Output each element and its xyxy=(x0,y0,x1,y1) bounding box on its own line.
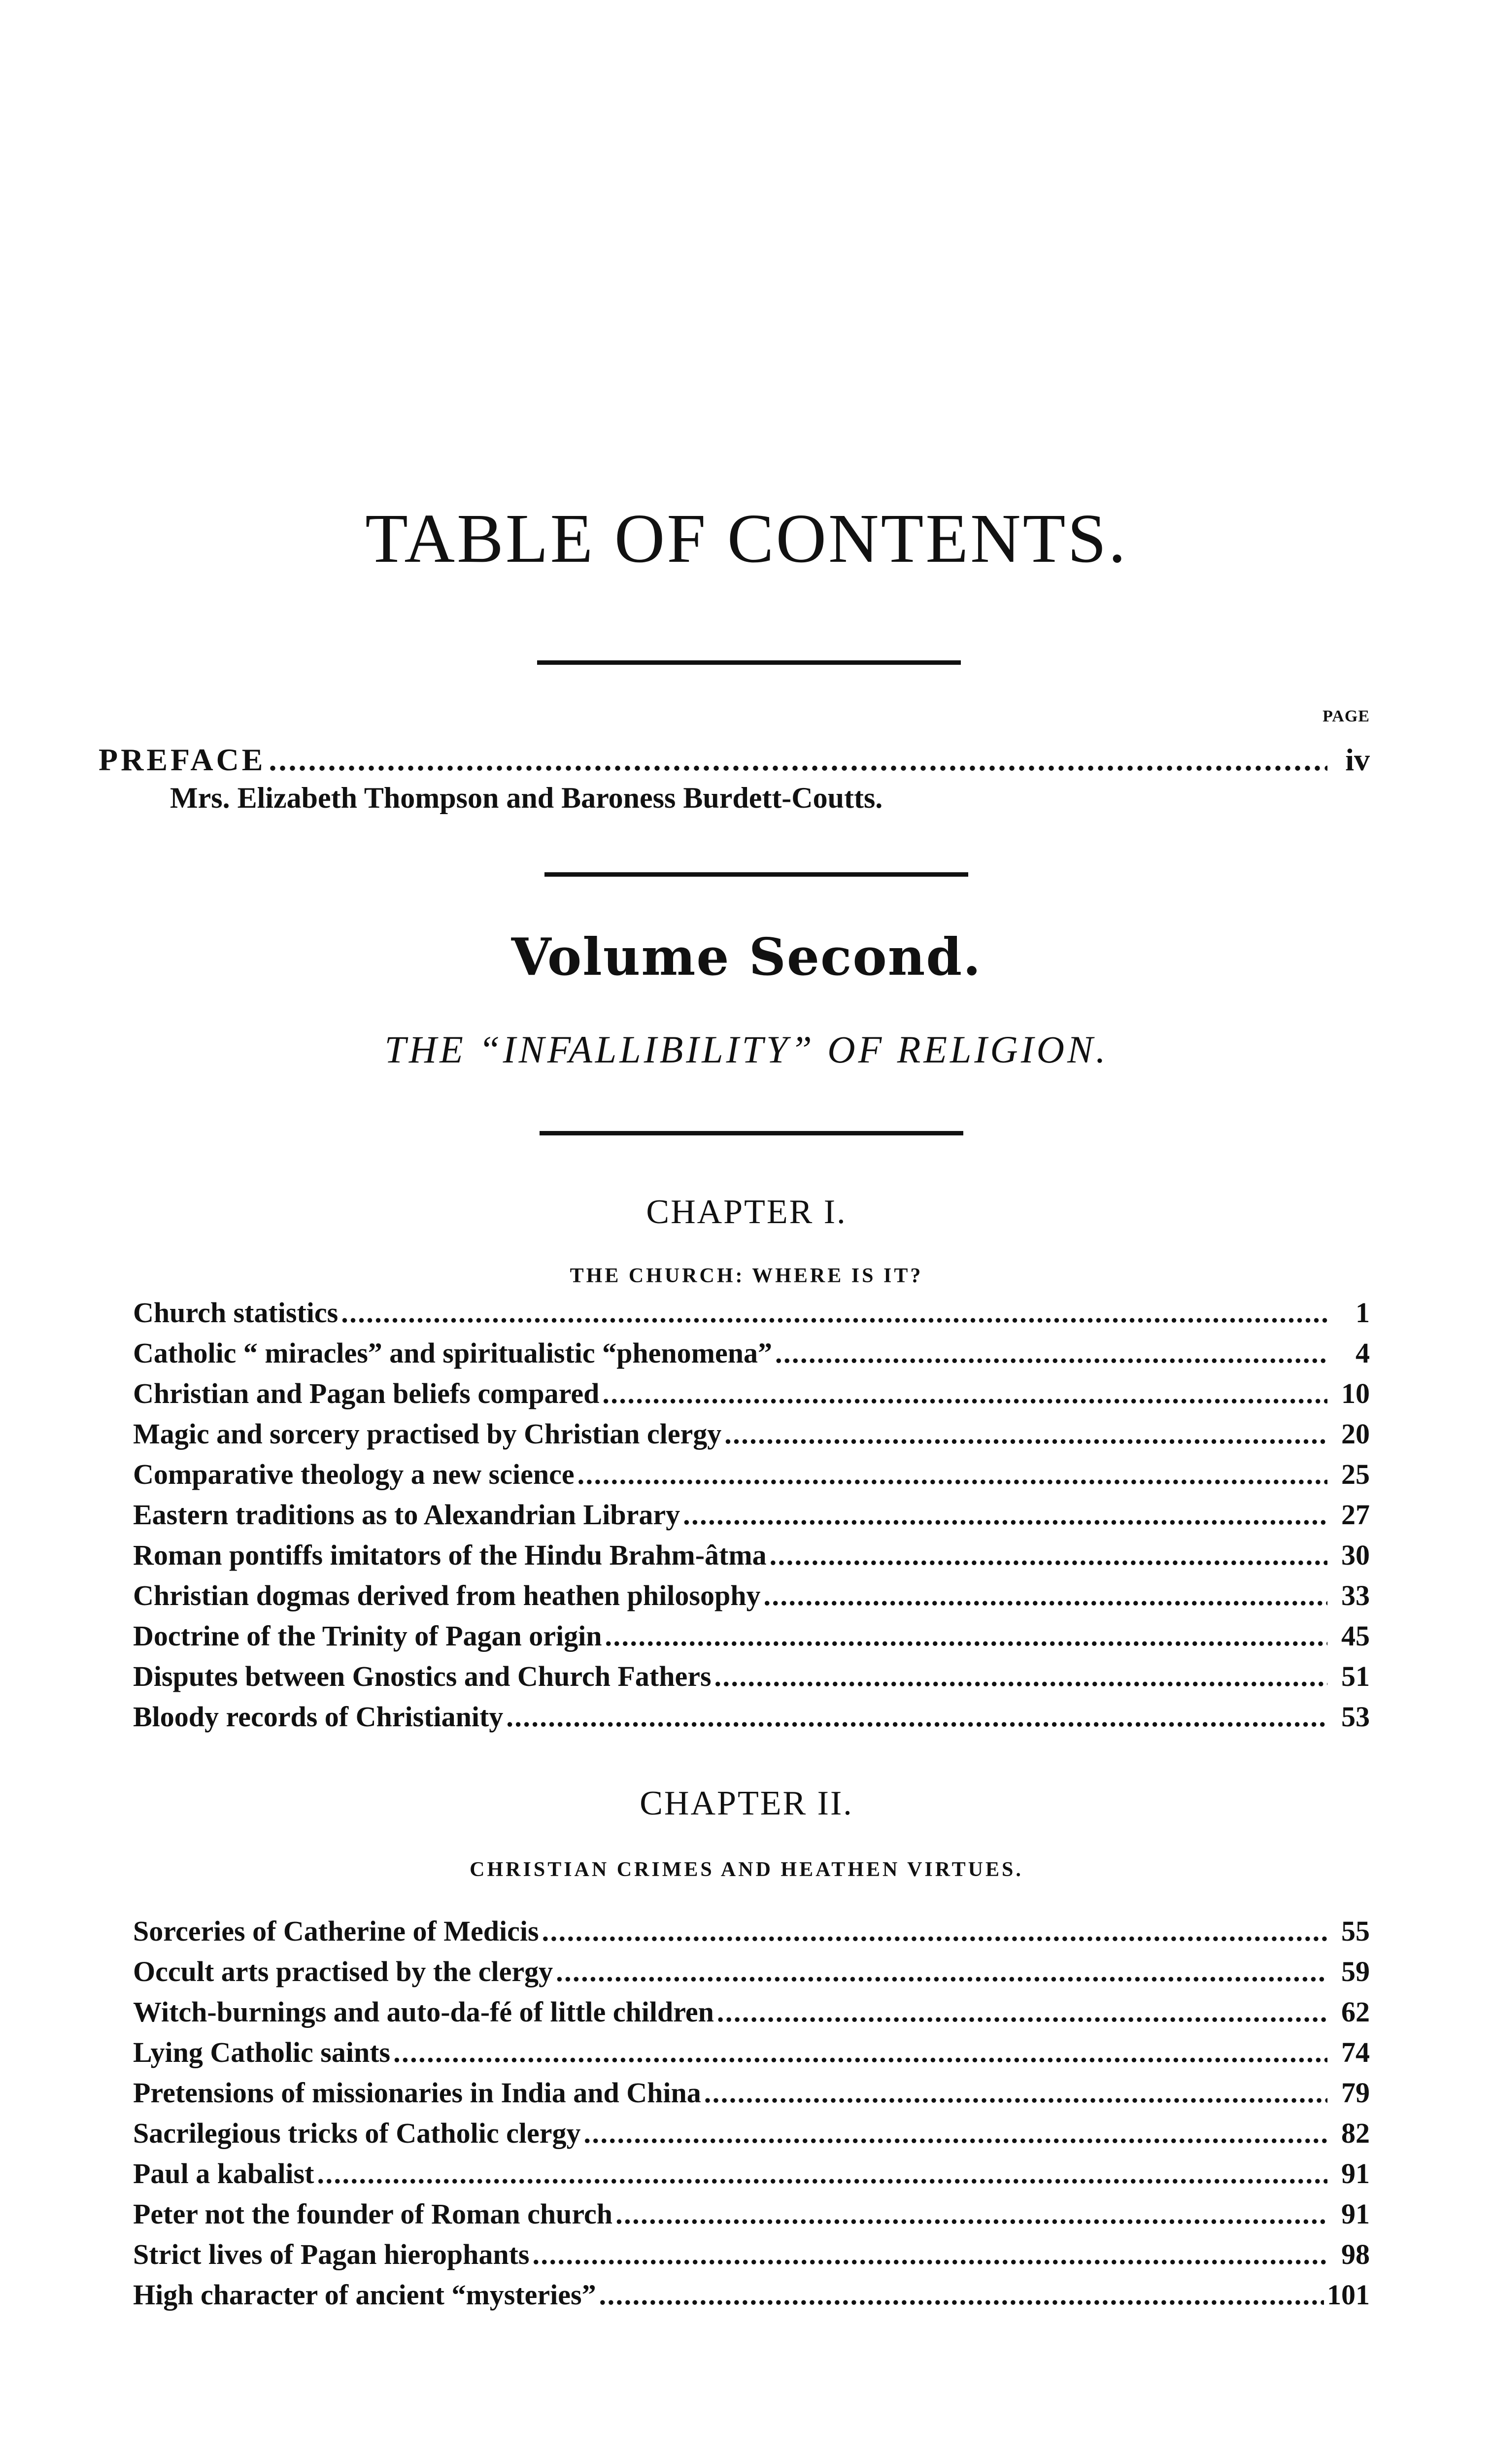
toc-entry-label: Sorceries of Catherine of Medicis xyxy=(133,1915,539,1947)
preface-label: PREFACE xyxy=(99,742,266,777)
toc-entry[interactable] xyxy=(133,1579,1370,1620)
toc-entry[interactable] xyxy=(133,2278,1370,2320)
title-rule xyxy=(537,660,961,665)
toc-entry-label: Lying Catholic saints xyxy=(133,2036,391,2068)
volume-rule xyxy=(540,1131,963,1135)
toc-entry-label: Christian and Pagan beliefs compared xyxy=(133,1377,600,1409)
volume-heading: Volume Second. xyxy=(511,926,982,987)
dot-leader xyxy=(704,2076,1327,2109)
chapter-2-title: CHAPTER II. xyxy=(640,1784,853,1822)
toc-entry-page: 25 xyxy=(1341,1458,1370,1490)
toc-entry[interactable] xyxy=(133,1377,1370,1418)
dot-leader xyxy=(341,1296,1327,1329)
chapter-2-subtitle: CHRISTIAN CRIMES AND HEATHEN VIRTUES. xyxy=(470,1858,1023,1881)
toc-entry[interactable] xyxy=(133,1700,1370,1742)
toc-entry-page: 33 xyxy=(1341,1579,1370,1611)
toc-entry-page: 10 xyxy=(1341,1377,1370,1409)
toc-entry-page: 4 xyxy=(1356,1337,1370,1369)
chapter-1-title: CHAPTER I. xyxy=(646,1193,847,1231)
toc-entry[interactable] xyxy=(133,1619,1370,1661)
chapter-1-subtitle: THE CHURCH: WHERE IS IT? xyxy=(570,1265,923,1287)
toc-entry-label: Sacrilegious tricks of Catholic clergy xyxy=(133,2117,581,2149)
toc-entry-label: High character of ancient “mysteries” xyxy=(133,2279,596,2311)
dot-leader xyxy=(506,1700,1327,1733)
toc-entry[interactable] xyxy=(133,1498,1370,1540)
toc-entry[interactable] xyxy=(133,1915,1370,1956)
toc-entry-label: Comparative theology a new science xyxy=(133,1458,575,1490)
dot-leader xyxy=(605,1619,1327,1652)
dot-leader xyxy=(269,742,1327,778)
page-title: TABLE OF CONTENTS. xyxy=(365,499,1128,577)
toc-entry-label: Catholic “ miracles” and spiritualistic “phenomena” xyxy=(133,1337,772,1369)
toc-entry-page: 79 xyxy=(1341,2077,1370,2109)
toc-entry-page: 59 xyxy=(1341,1955,1370,1987)
toc-entry[interactable] xyxy=(133,2157,1370,2198)
toc-entry-label: Roman pontiffs imitators of the Hindu Brahm-âtma xyxy=(133,1539,767,1571)
toc-entry-page: 91 xyxy=(1341,2157,1370,2190)
toc-entry-label: Eastern traditions as to Alexandrian Library xyxy=(133,1499,680,1531)
dot-leader xyxy=(683,1498,1327,1531)
toc-entry-page: 91 xyxy=(1341,2198,1370,2230)
preface-dedication: Mrs. Elizabeth Thompson and Baroness Burdett-Coutts. xyxy=(170,782,883,814)
toc-entry-label: Church statistics xyxy=(133,1297,339,1329)
toc-entry[interactable] xyxy=(133,1417,1370,1459)
toc-entry[interactable] xyxy=(133,2036,1370,2077)
page-column-label: PAGE xyxy=(1323,707,1370,725)
toc-entry-page: 62 xyxy=(1341,1996,1370,2028)
toc-entry-label: Bloody records of Christianity xyxy=(133,1701,504,1733)
preface-rule xyxy=(544,872,968,877)
toc-entry[interactable] xyxy=(133,2117,1370,2158)
dot-leader xyxy=(602,1377,1327,1410)
dot-leader xyxy=(393,2036,1327,2069)
toc-entry-label: Paul a kabalist xyxy=(133,2157,314,2190)
toc-entry-page: 74 xyxy=(1341,2036,1370,2068)
toc-entry[interactable] xyxy=(133,2076,1370,2118)
dot-leader xyxy=(717,1995,1327,2028)
preface-page: iv xyxy=(1345,742,1370,777)
dot-leader xyxy=(317,2157,1327,2190)
dot-leader xyxy=(763,1579,1327,1612)
toc-entry-label: Peter not the founder of Roman church xyxy=(133,2198,613,2230)
toc-entry-label: Doctrine of the Trinity of Pagan origin xyxy=(133,1620,602,1652)
dot-leader xyxy=(599,2278,1324,2311)
dot-leader xyxy=(714,1660,1327,1693)
toc-entry-label: Occult arts practised by the clergy xyxy=(133,1955,553,1987)
dot-leader xyxy=(533,2238,1328,2271)
toc-entry[interactable] xyxy=(133,1995,1370,2037)
dot-leader xyxy=(556,1955,1327,1988)
toc-entry-page: 30 xyxy=(1341,1539,1370,1571)
toc-entry-label: Christian dogmas derived from heathen philosophy xyxy=(133,1579,761,1611)
toc-entry[interactable] xyxy=(133,1955,1370,1996)
dot-leader xyxy=(775,1336,1327,1369)
toc-entry-page: 51 xyxy=(1341,1660,1370,1692)
dot-leader xyxy=(724,1417,1327,1450)
toc-entry[interactable] xyxy=(133,1539,1370,1580)
toc-entry-label: Witch-burnings and auto-da-fé of little children xyxy=(133,1996,714,2028)
toc-entry[interactable] xyxy=(133,1458,1370,1499)
toc-entry-page: 98 xyxy=(1341,2238,1370,2270)
toc-entry-page: 53 xyxy=(1341,1701,1370,1733)
toc-entry-label: Magic and sorcery practised by Christian clergy xyxy=(133,1418,722,1450)
toc-entry[interactable] xyxy=(133,1296,1370,1337)
dot-leader xyxy=(770,1539,1327,1572)
toc-entry[interactable] xyxy=(133,2197,1370,2239)
toc-entry-page: 82 xyxy=(1341,2117,1370,2149)
dot-leader xyxy=(542,1915,1327,1948)
preface-entry[interactable] xyxy=(99,742,1370,778)
toc-entry-page: 55 xyxy=(1341,1915,1370,1947)
dot-leader xyxy=(577,1458,1327,1491)
toc-entry[interactable] xyxy=(133,1336,1370,1378)
toc-entry[interactable] xyxy=(133,2238,1370,2279)
toc-entry-page: 1 xyxy=(1356,1297,1370,1329)
volume-subject: THE “INFALLIBILITY” OF RELIGION. xyxy=(384,1028,1109,1071)
toc-entry-page: 27 xyxy=(1341,1499,1370,1531)
toc-entry[interactable] xyxy=(133,1660,1370,1701)
toc-entry-label: Pretensions of missionaries in India and China xyxy=(133,2077,701,2109)
toc-entry-label: Strict lives of Pagan hierophants xyxy=(133,2238,530,2270)
toc-entry-label: Disputes between Gnostics and Church Fathers xyxy=(133,1660,712,1692)
dot-leader xyxy=(584,2117,1328,2150)
toc-entry-page: 101 xyxy=(1327,2279,1370,2311)
toc-entry-page: 20 xyxy=(1341,1418,1370,1450)
toc-entry-page: 45 xyxy=(1341,1620,1370,1652)
dot-leader xyxy=(615,2197,1327,2230)
